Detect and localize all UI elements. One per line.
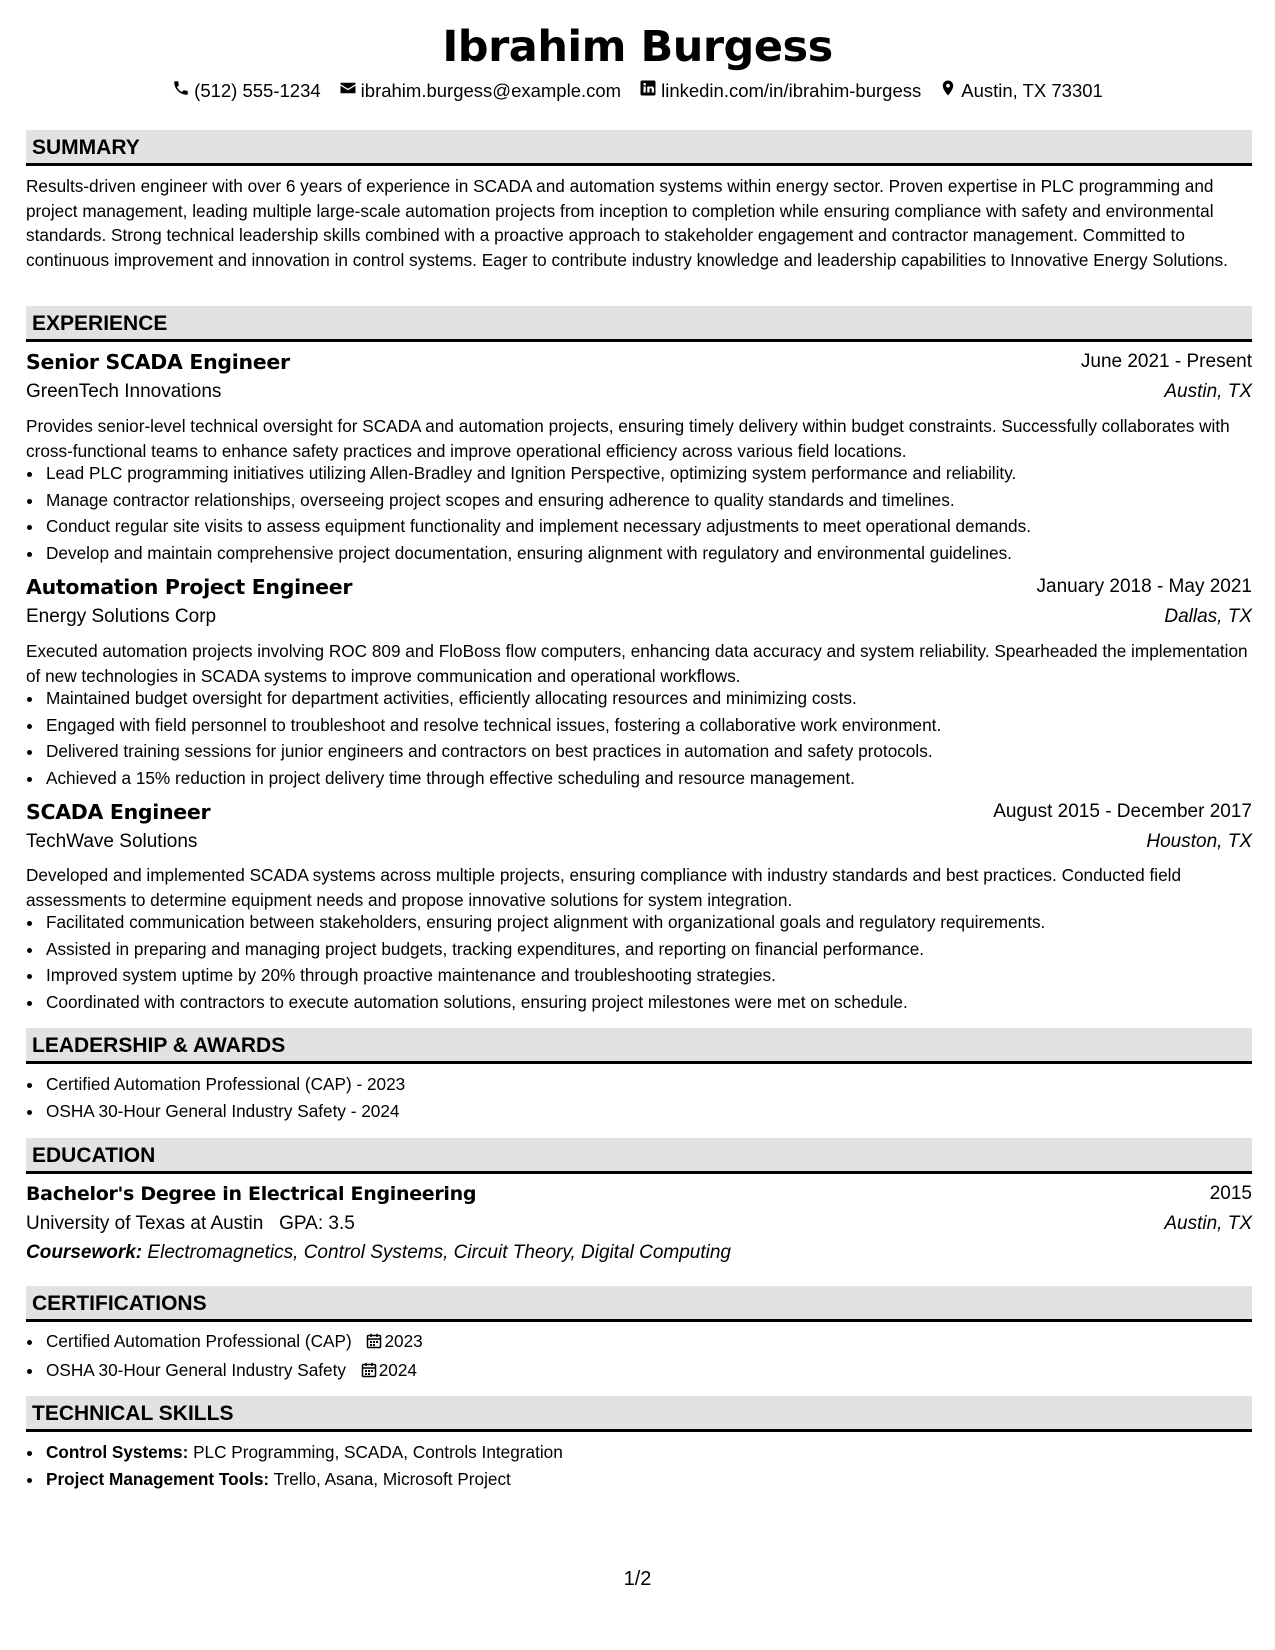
list-item: • Delivered training sessions for junior engineers and contractors on best practices in automation and safety protocols. (44, 738, 1252, 765)
section-heading-leadership: LEADERSHIP & AWARDS (26, 1028, 1252, 1064)
certifications-list (26, 1328, 1252, 1385)
job-bullets (26, 909, 1252, 1015)
linkedin-text[interactable]: linkedin.com/in/ibrahim-burgess (661, 79, 922, 101)
section-heading-skills: TECHNICAL SKILLS (26, 1396, 1252, 1432)
job-dates: June 2021 - Present (1080, 351, 1252, 372)
contact-bar (0, 79, 1275, 102)
list-item: • Conduct regular site visits to assess equipment functionality and implement necessary adjustments to meet operational demands. (44, 513, 1252, 540)
job-title: Automation Project Engineer (26, 575, 353, 599)
list-item: • Manage contractor relationships, overseeing project scopes and ensuring adherence to quality standards and timelines. (44, 487, 1252, 514)
graduation-year: 2015 (1209, 1183, 1252, 1204)
section-heading-summary: SUMMARY (26, 130, 1252, 166)
list-item: • Maintained budget oversight for department activities, efficiently allocating resources and minimizing costs. (44, 685, 1252, 712)
calendar-icon (361, 1359, 377, 1386)
contact-phone (172, 79, 321, 102)
job-dates: August 2015 - December 2017 (993, 801, 1252, 822)
school-line (26, 1213, 355, 1235)
list-item: • OSHA 30-Hour General Industry Safety - 2024 (44, 1098, 1252, 1125)
coursework-line (26, 1242, 731, 1264)
list-item: • Coordinated with contractors to execute automation solutions, ensuring project milestones were met on schedule. (44, 989, 1252, 1016)
list-item (44, 1466, 1252, 1493)
skill-value: PLC Programming, SCADA, Controls Integration (193, 1442, 563, 1462)
job-dates: January 2018 - May 2021 (1036, 576, 1252, 597)
leadership-list (26, 1071, 1252, 1124)
skill-label: Control Systems: (46, 1442, 189, 1462)
list-item: • Lead PLC programming initiatives utilizing Allen-Bradley and Ignition Perspective, optimizing system performance and reliability. (44, 460, 1252, 487)
list-item (44, 1357, 1252, 1386)
skill-value: Trello, Asana, Microsoft Project (273, 1468, 511, 1489)
job-company: GreenTech Innovations (26, 381, 222, 402)
list-item: • Assisted in preparing and managing project budgets, tracking expenditures, and reporting on financial performance. (44, 936, 1252, 963)
list-item: • Engaged with field personnel to troubleshoot and resolve technical issues, fostering a collaborative work environment. (44, 712, 1252, 739)
job-location: Houston, TX (1146, 831, 1252, 852)
job-title: SCADA Engineer (26, 800, 211, 824)
school-name: University of Texas at Austin (26, 1213, 264, 1234)
job-location: Austin, TX (1164, 381, 1252, 402)
cert-year: 2023 (384, 1331, 423, 1351)
degree-title: Bachelor's Degree in Electrical Engineering (26, 1183, 477, 1205)
location-text: Austin, TX 73301 (961, 79, 1103, 101)
job-title: Senior SCADA Engineer (26, 350, 290, 374)
linkedin-icon (639, 79, 657, 102)
job-description: Executed automation projects involving ROC 809 and FloBoss flow computers, enhancing data accuracy and system reliability. Spearheaded the implementation of new technologies in SCADA systems to improve communication and operational workflows. (26, 641, 1248, 686)
list-item (44, 1439, 1252, 1466)
contact-email[interactable] (339, 79, 621, 102)
coursework-label: Coursework: (26, 1242, 143, 1263)
cert-year: 2024 (378, 1359, 417, 1380)
contact-location (939, 79, 1103, 102)
phone-icon (172, 79, 190, 102)
cert-name: OSHA 30-Hour General Industry Safety (46, 1359, 346, 1380)
job-bullets (26, 685, 1252, 791)
skill-label: Project Management Tools: (46, 1468, 270, 1489)
job-company: TechWave Solutions (26, 831, 198, 852)
summary-text: Results-driven engineer with over 6 years of experience in SCADA and automation systems within energy sector. Proven expertise in PLC programming and project management, leading multiple large-scale automation projects from inception to completion while ensuring compliance with safety and environmental standards. Strong technical leadership skills combined with a proactive approach to stakeholder engagement and contractor management. Committed to continuous improvement and innovation in control systems. Eager to contribute industry knowledge and leadership capabilities to Innovative Energy Solutions. (26, 176, 1228, 270)
list-item: • Achieved a 15% reduction in project delivery time through effective scheduling and resource management. (44, 765, 1252, 792)
contact-linkedin[interactable] (639, 79, 921, 102)
list-item (44, 1328, 1252, 1357)
section-heading-experience: EXPERIENCE (26, 306, 1252, 342)
skills-list (26, 1439, 1252, 1492)
list-item: • Improved system uptime by 20% through proactive maintenance and troubleshooting strategies. (44, 962, 1252, 989)
cert-name: Certified Automation Professional (CAP) (46, 1331, 352, 1351)
school-location: Austin, TX (1164, 1213, 1252, 1234)
list-item: • Develop and maintain comprehensive project documentation, ensuring alignment with regulatory and environmental guidelines. (44, 540, 1252, 567)
school-gpa: GPA: 3.5 (279, 1213, 355, 1234)
coursework-text: Electromagnetics, Control Systems, Circuit Theory, Digital Computing (147, 1242, 731, 1263)
phone-text: (512) 555-1234 (194, 79, 321, 101)
section-heading-education: EDUCATION (26, 1138, 1252, 1174)
envelope-icon (339, 79, 357, 102)
job-description: Developed and implemented SCADA systems across multiple projects, ensuring compliance with industry standards and best practices. Conducted field assessments to determine equipment needs and propose innovative solutions for system integration. (26, 865, 1182, 910)
section-heading-certifications: CERTIFICATIONS (26, 1286, 1252, 1322)
job-bullets (26, 460, 1252, 566)
job-company: Energy Solutions Corp (26, 606, 217, 627)
email-text[interactable]: ibrahim.burgess@example.com (360, 79, 622, 101)
candidate-name: Ibrahim Burgess (442, 22, 833, 72)
map-pin-icon (939, 79, 957, 102)
list-item: • Facilitated communication between stakeholders, ensuring project alignment with organizational goals and regulatory requirements. (44, 909, 1252, 936)
calendar-icon (366, 1330, 382, 1357)
list-item: • Certified Automation Professional (CAP) - 2023 (44, 1071, 1252, 1098)
job-description: Provides senior-level technical oversight for SCADA and automation projects, ensuring timely delivery within budget constraints. Successfully collaborates with cross-functional teams to enhance safety practices and improve operational efficiency across various field locations. (26, 416, 1230, 461)
job-location: Dallas, TX (1164, 606, 1252, 627)
page-number: 1/2 (623, 1568, 652, 1590)
